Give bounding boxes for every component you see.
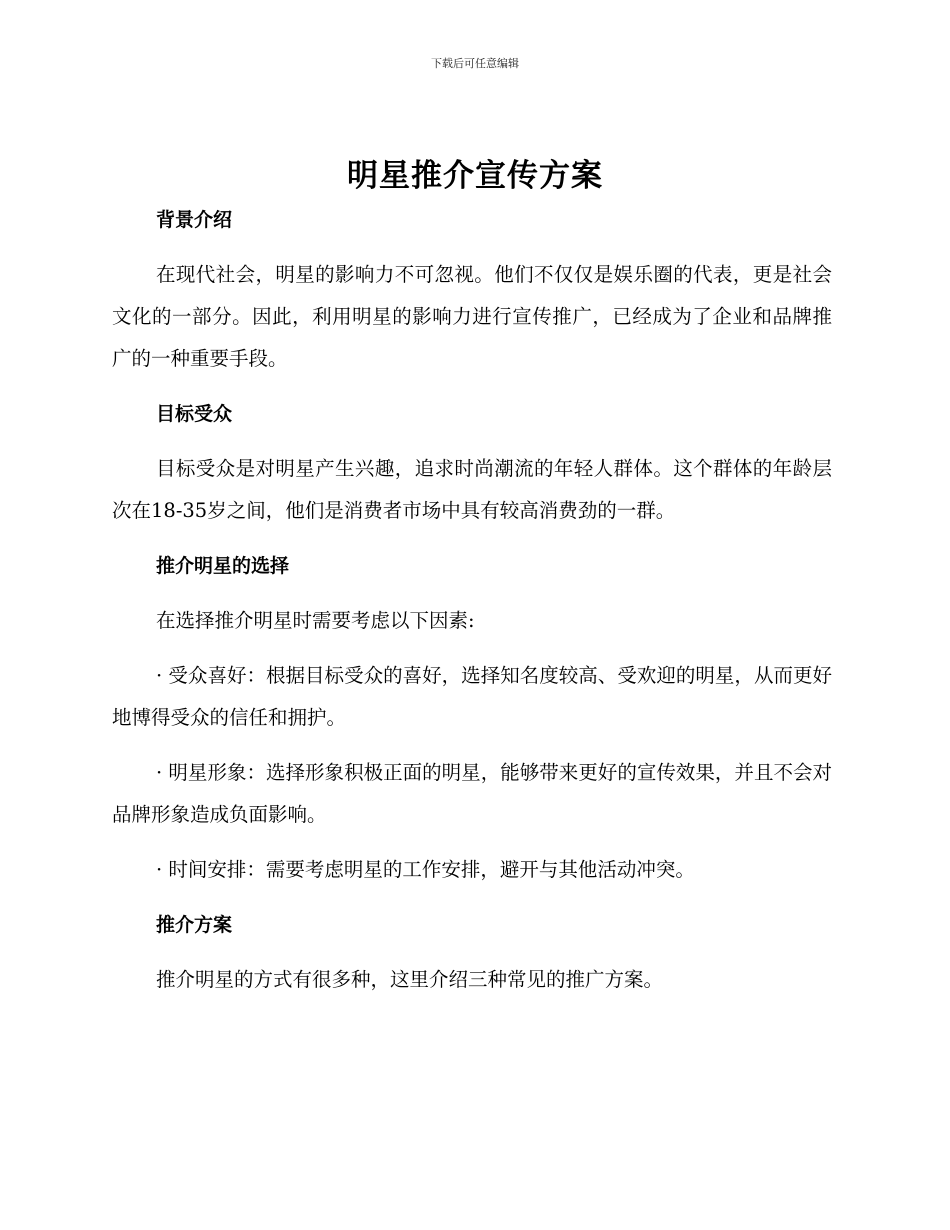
bullet-paragraph: · 受众喜好：根据目标受众的喜好，选择知名度较高、受欢迎的明星，从而更好地博得受众的信任和拥护。 — [112, 664, 832, 729]
section-target-audience — [112, 400, 832, 532]
document-title: 明星推介宣传方案 — [347, 158, 603, 194]
paragraph: 目标受众是对明星产生兴趣，追求时尚潮流的年轻人群体。这个群体的年龄层次在18-35岁之间，他们是消费者市场中具有较高消费劲的一群。 — [112, 457, 832, 522]
paragraph: 推介明星的方式有很多种，这里介绍三种常见的推广方案。 — [156, 968, 664, 991]
section-heading: 推介方案 — [156, 914, 233, 936]
section-heading: 背景介绍 — [156, 209, 233, 231]
document-body — [112, 206, 832, 1001]
header-note: 下载后可任意编辑 — [431, 57, 519, 70]
section-background — [112, 206, 832, 380]
section-star-selection — [112, 552, 832, 891]
bullet-paragraph: · 明星形象：选择形象积极正面的明星，能够带来更好的宣传效果，并且不会对品牌形象造成负面影响。 — [112, 761, 832, 826]
bullet-paragraph: · 时间安排：需要考虑明星的工作安排，避开与其他活动冲突。 — [156, 858, 695, 881]
paragraph: 在选择推介明星时需要考虑以下因素: — [156, 609, 475, 632]
section-heading: 推介明星的选择 — [156, 555, 290, 577]
section-heading: 目标受众 — [156, 403, 233, 425]
section-promotion-plan — [112, 911, 832, 1001]
paragraph: 在现代社会，明星的影响力不可忽视。他们不仅仅是娱乐圈的代表，更是社会文化的一部分。因此，利用明星的影响力进行宣传推广，已经成为了企业和品牌推广的一种重要手段。 — [112, 263, 832, 370]
